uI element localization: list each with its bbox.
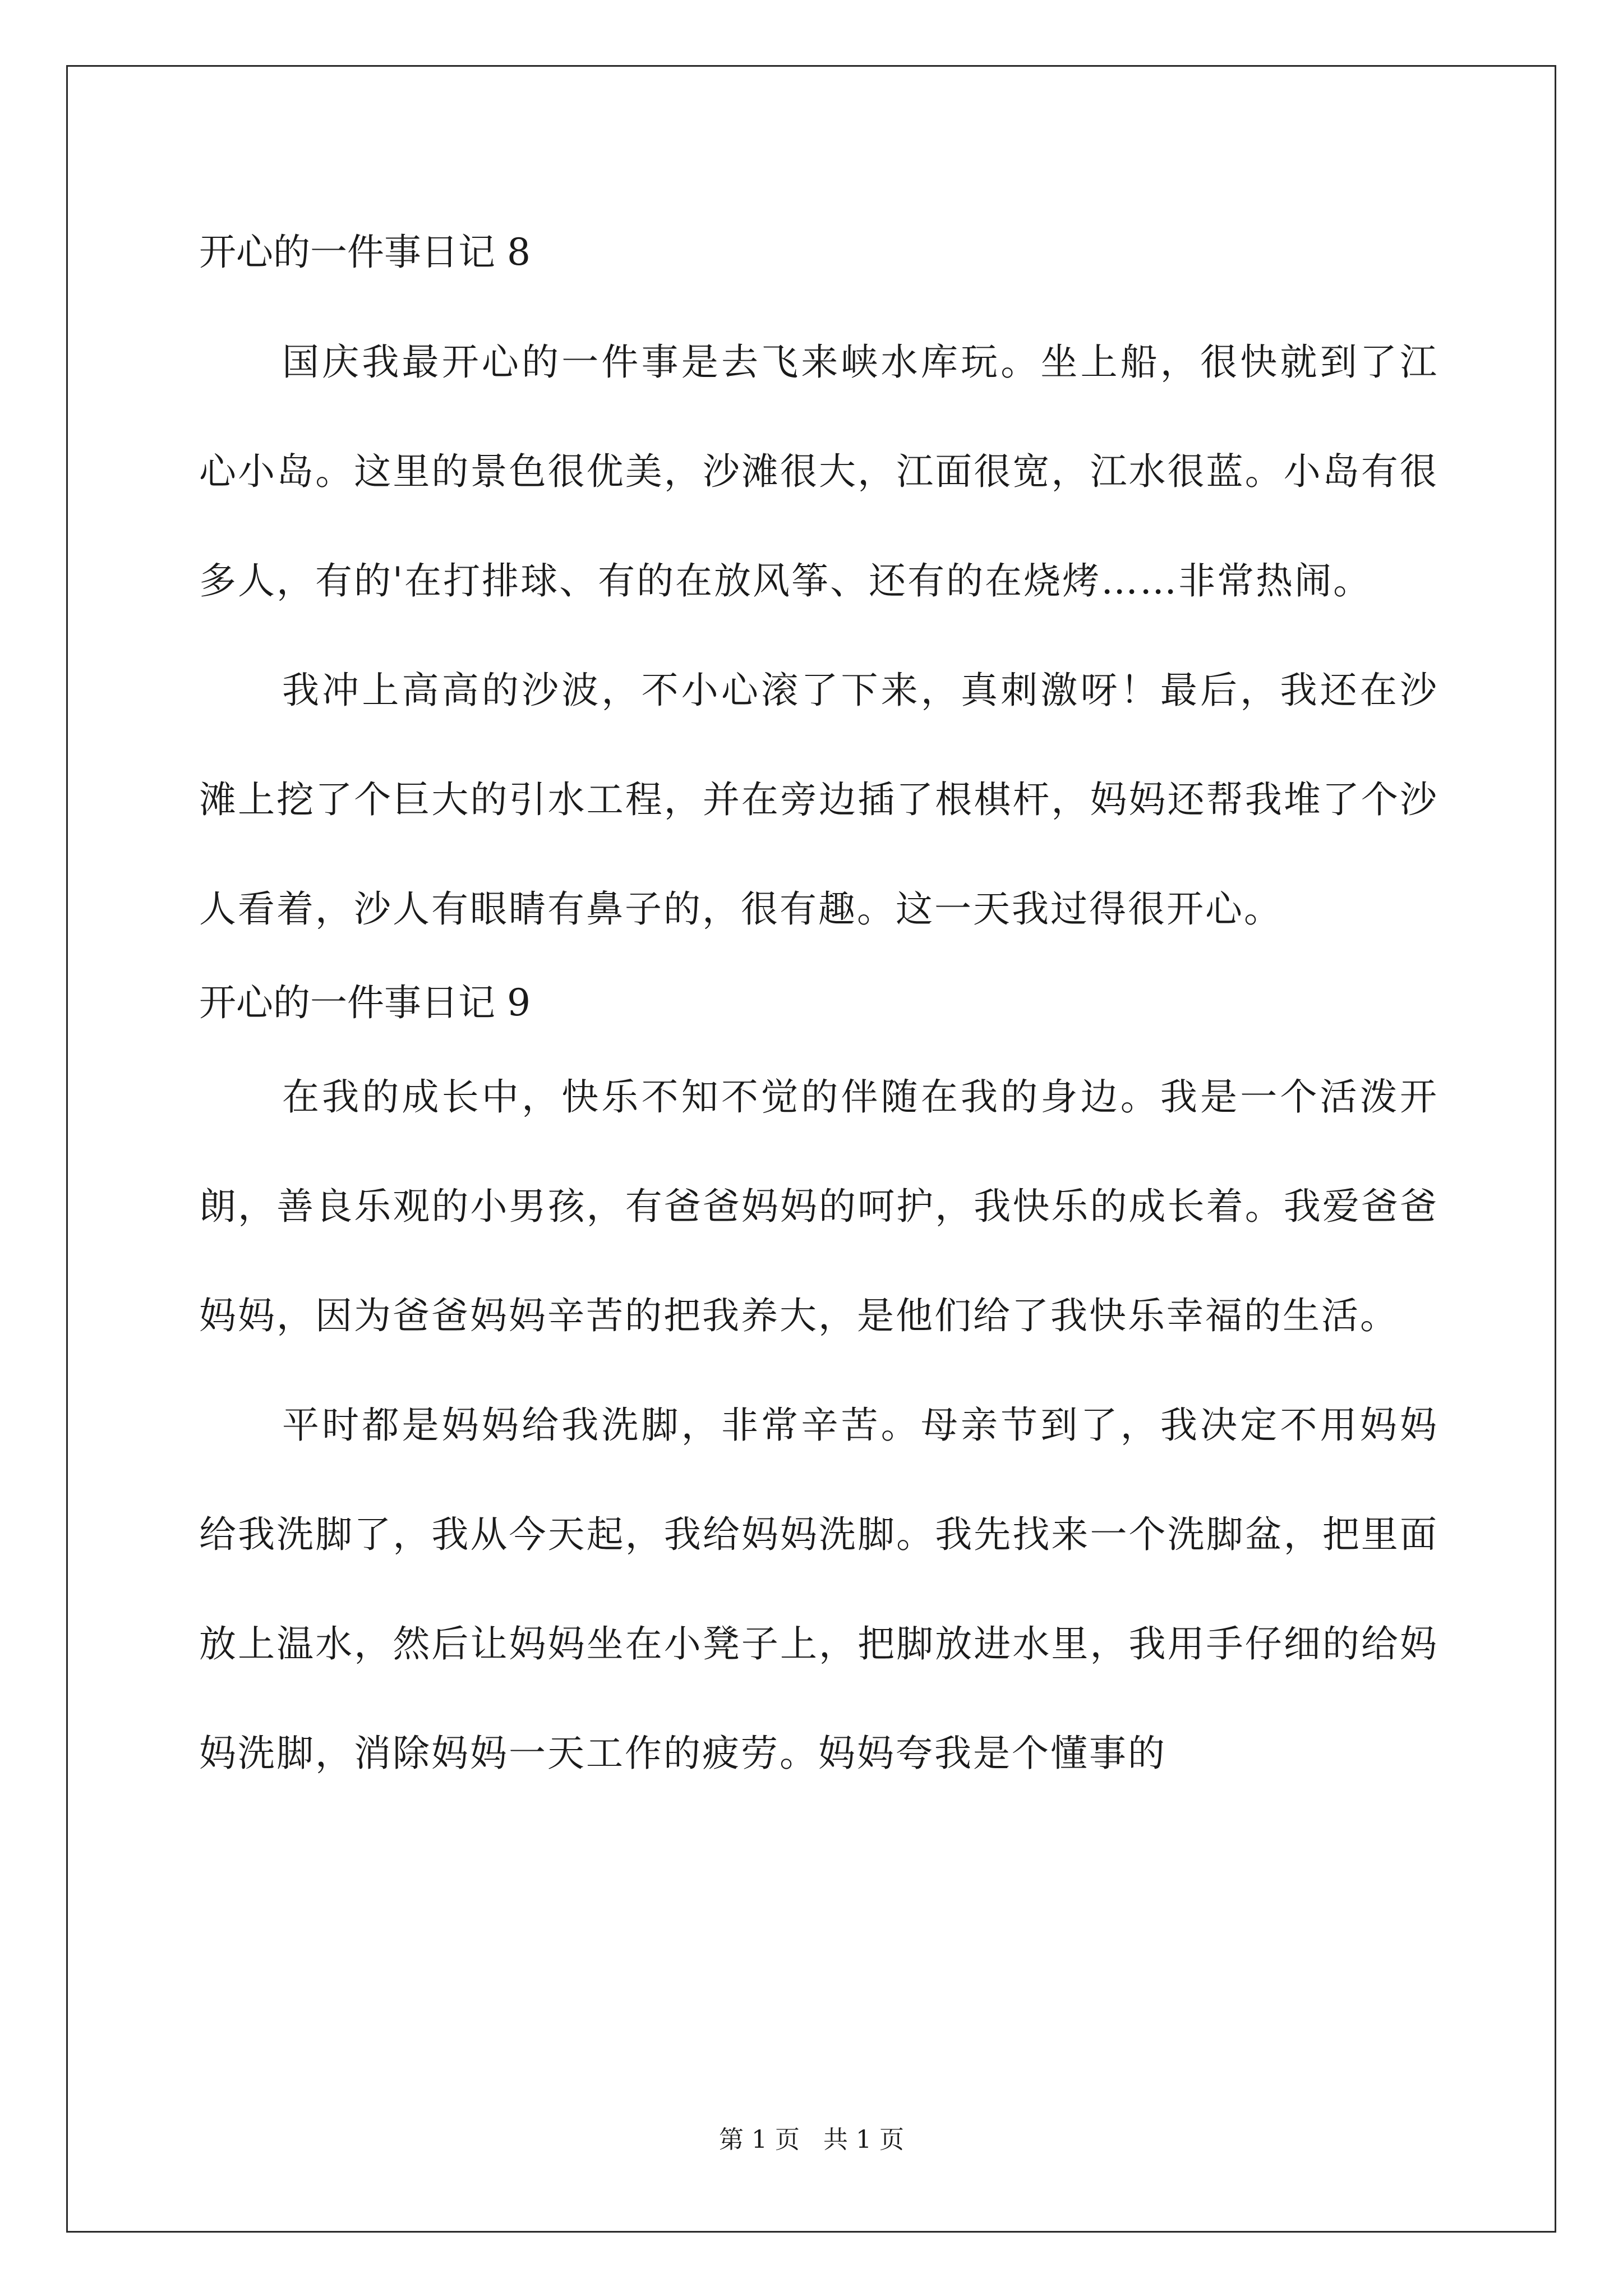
page-footer: 第 1 页 共 1 页: [719, 2125, 904, 2154]
paragraph: 在我的成长中，快乐不知不觉的伴随在我的身边。我是一个活泼开朗，善良乐观的小男孩，有爸爸妈妈的呵护，我快乐的成长着。我爱爸爸妈妈，因为爸爸妈妈辛苦的把我养大，是他们给了我快乐幸福的生活。: [199, 1075, 1438, 1337]
section-title: 开心的一件事日记 9: [199, 981, 531, 1024]
document-body: [199, 213, 1438, 1808]
paragraph: 国庆我最开心的一件事是去飞来峡水库玩。坐上船，很快就到了江心小岛。这里的景色很优美，沙滩很大，江面很宽，江水很蓝。小岛有很多人，有的'在打排球、有的在放风筝、还有的在烧烤……非常热闹。: [199, 341, 1438, 602]
paragraph: 我冲上高高的沙波，不小心滚了下来，真刺激呀！最后，我还在沙滩上挖了个巨大的引水工程，并在旁边插了根棋杆，妈妈还帮我堆了个沙人看着，沙人有眼睛有鼻子的，很有趣。这一天我过得很开心。: [199, 669, 1438, 931]
paragraph: 平时都是妈妈给我洗脚，非常辛苦。母亲节到了，我决定不用妈妈给我洗脚了，我从今天起，我给妈妈洗脚。我先找来一个洗脚盆，把里面放上温水，然后让妈妈坐在小凳子上，把脚放进水里，我用手仔细的给妈妈洗脚，消除妈妈一天工作的疲劳。妈妈夸我是个懂事的: [199, 1404, 1438, 1775]
section-title: 开心的一件事日记 8: [199, 231, 531, 274]
